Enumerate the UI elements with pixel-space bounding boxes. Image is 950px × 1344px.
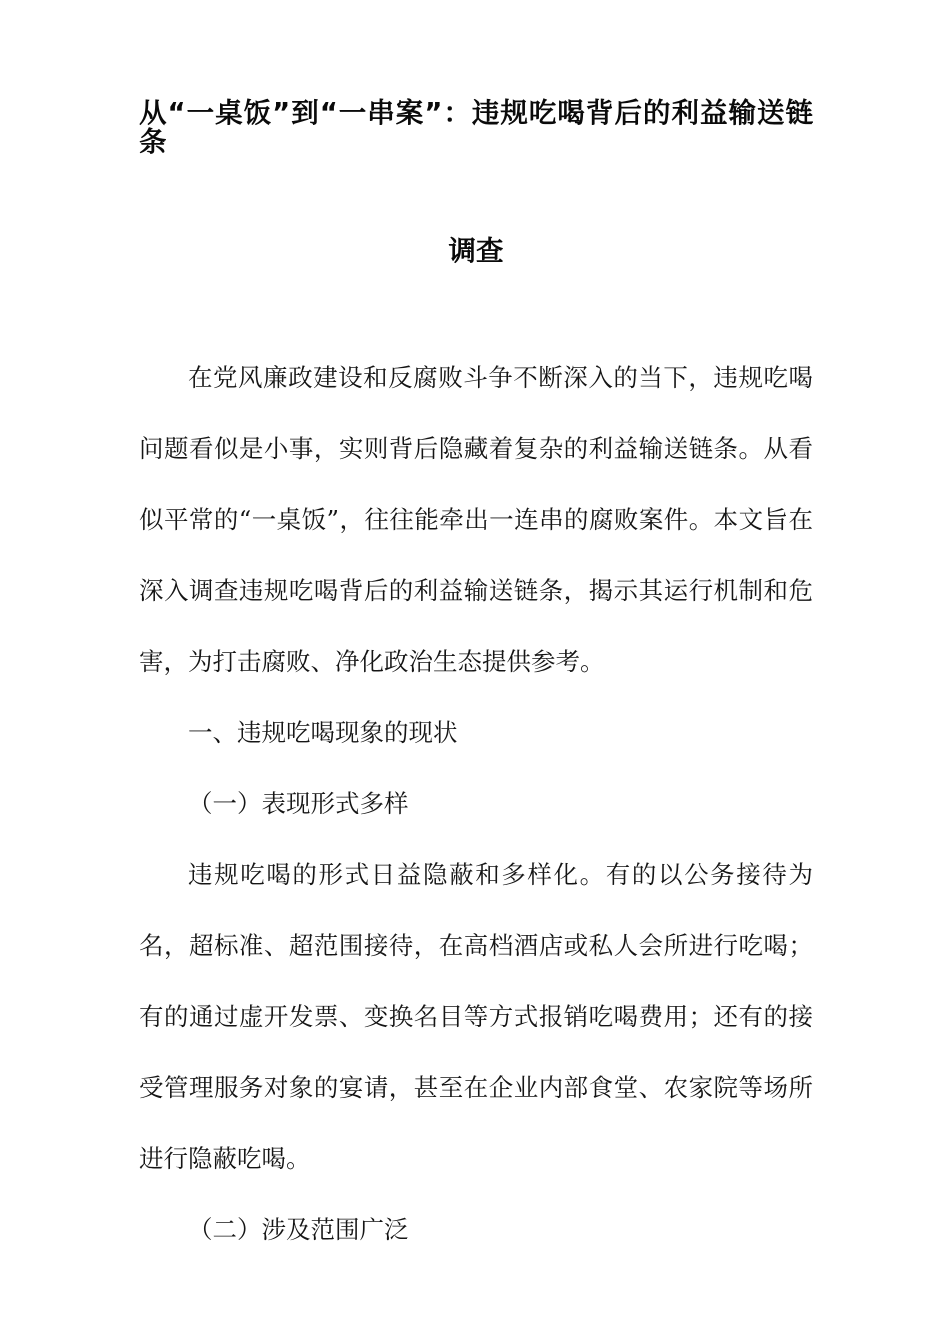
page-title [139,0,813,266]
subsection-heading-1-1: （一）表现形式多样 [188,788,409,818]
paragraph-forms-of-violation: 违规吃喝的形式日益隐蔽和多样化。有的以公务接待为名，超标准、超范围接待，在高档酒店或私人会所进行吃喝；有的通过虚开发票、变换名目等方式报销吃喝费用；还有的接受管理服务对象的宴请，甚至在企业内部食堂、农家院等场所进行隐蔽吃喝。 [139,859,813,1173]
page-title-line-2: 调查 [448,234,504,267]
page-title-line-1: 从“一桌饭”到“一串案”：违规吃喝背后的利益输送链条 [139,97,813,158]
document-text-column [139,0,813,1265]
document-body [139,266,813,1265]
section-heading-1: 一、违规吃喝现象的现状 [188,717,458,747]
subsection-heading-1-2: （二）涉及范围广泛 [188,1214,409,1244]
paragraph-intro: 在党风廉政建设和反腐败斗争不断深入的当下，违规吃喝问题看似是小事，实则背后隐藏着复杂的利益输送链条。从看似平常的“一桌饭”，往往能牵出一连串的腐败案件。本文旨在深入调查违规吃喝背后的利益输送链条，揭示其运行机制和危害，为打击腐败、净化政治生态提供参考。 [139,362,813,676]
